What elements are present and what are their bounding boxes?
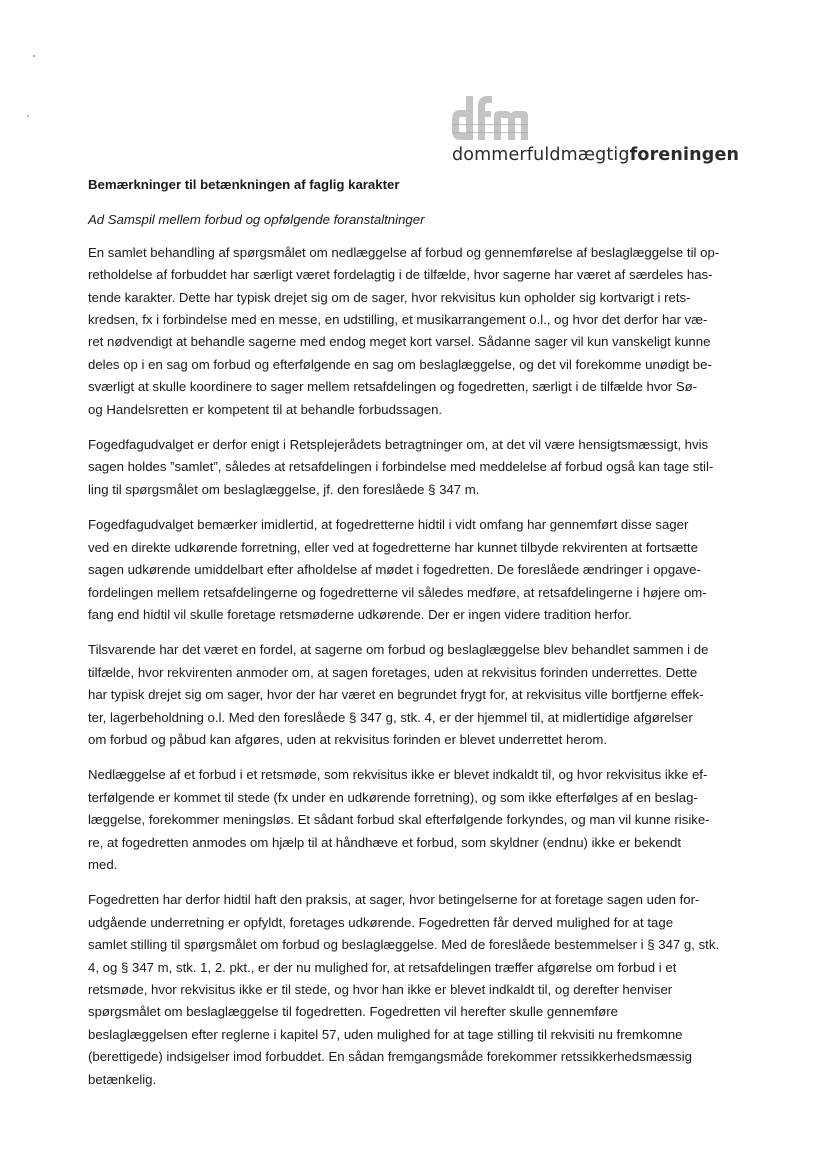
text-line: deles op i en sag om forbud og efterfølgende en sag om beslaglæggelse, og det vil forekomme unødigt be- <box>88 356 712 372</box>
section-subheading: Ad Samspil mellem forbud og opfølgende foranstaltninger <box>88 212 425 228</box>
text-line: spørgsmålet om beslaglæggelse til fogedretten. Fogedretten vil herefter skulle gennemføre <box>88 1004 618 1020</box>
text-line: om forbud og påbud kan afgøres, uden at rekvisitus forinden er blevet underrettet herom. <box>88 731 608 747</box>
text-line: Fogedretten har derfor hidtil haft den praksis, at sager, hvor betingelserne for at foretage sagen uden for- <box>88 892 700 908</box>
scan-speck <box>33 55 35 57</box>
document-heading: Bemærkninger til betænkningen af faglig karakter <box>88 177 400 192</box>
organization-name <box>452 145 739 165</box>
text-line: ling til spørgsmålet om beslaglæggelse, jf. den foreslåede § 347 m. <box>88 481 480 497</box>
text-line: kredsen, fx i forbindelse med en messe, en udstilling, et musikarrangement o.l., og hvor det derfor har væ- <box>88 312 708 328</box>
text-line: terfølgende er kommet til stede (fx under en udkørende forretning), og som ikke efterfølges af en beslag- <box>88 789 698 805</box>
text-line: læggelse, forekommer meningsløs. Et sådant forbud skal efterfølgende forkyndes, og man vil kunne risike- <box>88 812 710 828</box>
text-line: re, at fogedretten anmodes om hjælp til at håndhæve et forbud, som skyldner (endnu) ikke er bekendt <box>88 834 682 850</box>
document-body <box>88 174 736 1104</box>
dfm-logo-mark-icon <box>452 96 532 144</box>
paragraph <box>88 639 736 751</box>
text-line: sagen udkørende umiddelbart efter afholdelse af mødet i fogedretten. De foreslåede ændringer i opgave- <box>88 562 701 578</box>
text-line: og Handelsretten er kompetent til at behandle forbudssagen. <box>88 401 443 417</box>
text-line: (berettigede) indsigelser imod forbuddet. En sådan fremgangsmåde forekommer retssikkerhedsmæssig <box>88 1049 692 1065</box>
text-line: har typisk drejet sig om sager, hvor der har været en begrundet frygt for, at rekvisitus ville bortfjerne effek- <box>88 687 704 703</box>
text-line: sagen holdes ”samlet”, således at retsafdelingen i forbindelse med meddelelse af forbud også kan tage stil- <box>88 459 714 475</box>
text-line: ter, lagerbeholdning o.l. Med den foreslåede § 347 g, stk. 4, er der hjemmel til, at midlertidige afgørelser <box>88 709 693 725</box>
paragraph <box>88 242 736 421</box>
text-line: tilfælde, hvor rekvirenten anmoder om, at sagen foretages, uden at rekvisitus forinden underrettes. Dette <box>88 664 698 680</box>
text-line: med. <box>88 856 118 872</box>
text-line: fordelingen mellem retsafdelingerne og fogedretterne vil således medføre, at retsafdelingerne i højere om- <box>88 584 707 600</box>
text-line: fang end hidtil vil skulle foretage retsmøderne udkørende. Der er ingen videre tradition herfor. <box>88 606 632 622</box>
text-line: En samlet behandling af spørgsmålet om nedlæggelse af forbud og gennemførelse af beslaglæggelse til op- <box>88 244 720 260</box>
organization-name-bold: foreningen <box>629 145 740 165</box>
text-line: Fogedfagudvalget er derfor enigt i Retsplejerådets betragtninger om, at det vil være hensigtsmæssigt, hvis <box>88 437 709 453</box>
text-line: udgående underretning er opfyldt, foretages udkørende. Fogedretten får derved mulighed for at tage <box>88 914 674 930</box>
text-line: sværligt at skulle koordinere to sager mellem retsafdelingen og fogedretten, særligt i de tilfælde hvor Sø- <box>88 379 698 395</box>
text-line: Tilsvarende har det været en fordel, at sagerne om forbud og beslaglæggelse blev behandlet sammen i de <box>88 642 709 658</box>
paragraph <box>88 889 736 1091</box>
paragraph <box>88 434 736 501</box>
organization-logo <box>452 96 740 168</box>
text-line: beslaglæggelsen efter reglerne i kapitel 57, uden mulighed for at tage stilling til rekvisiti nu fremkomne <box>88 1026 683 1042</box>
text-line: ved en direkte udkørende forretning, eller ved at fogedretterne har kunnet tilbyde rekvirenten at fortsætte <box>88 539 698 555</box>
text-line: betænkelig. <box>88 1071 157 1087</box>
text-line: retholdelse af forbuddet har særligt været fordelagtig i de tilfælde, hvor sagerne har været af særdeles has- <box>88 267 713 283</box>
organization-name-regular: dommerfuldmægtig <box>452 145 630 165</box>
text-line: Fogedfagudvalget bemærker imidlertid, at fogedretterne hidtil i vidt omfang har gennemført disse sager <box>88 517 689 533</box>
paragraph <box>88 764 736 876</box>
paragraph <box>88 514 736 626</box>
text-line: samlet stilling til spørgsmålet om forbud og beslaglæggelse. Med de foreslåede bestemmelser i § 347 g, stk. <box>88 937 720 953</box>
text-line: 4, og § 347 m, stk. 1, 2. pkt., er der nu mulighed for, at retsafdelingen træffer afgørelse om forbud i et <box>88 959 677 975</box>
scan-speck <box>27 115 29 117</box>
text-line: ret nødvendigt at behandle sagerne med endog meget kort varsel. Sådanne sager vil kun vanskeligt kunne <box>88 334 711 350</box>
text-line: Nedlæggelse af et forbud i et retsmøde, som rekvisitus ikke er blevet indkaldt til, og hvor rekvisitus ikke ef- <box>88 767 708 783</box>
text-line: tende karakter. Dette har typisk drejet sig om de sager, hvor rekvisitus kun opholder sig kortvarigt i rets- <box>88 289 691 305</box>
text-line: retsmøde, hvor rekvisitus ikke er til stede, og hvor han ikke er blevet indkaldt til, og derefter henviser <box>88 982 673 997</box>
